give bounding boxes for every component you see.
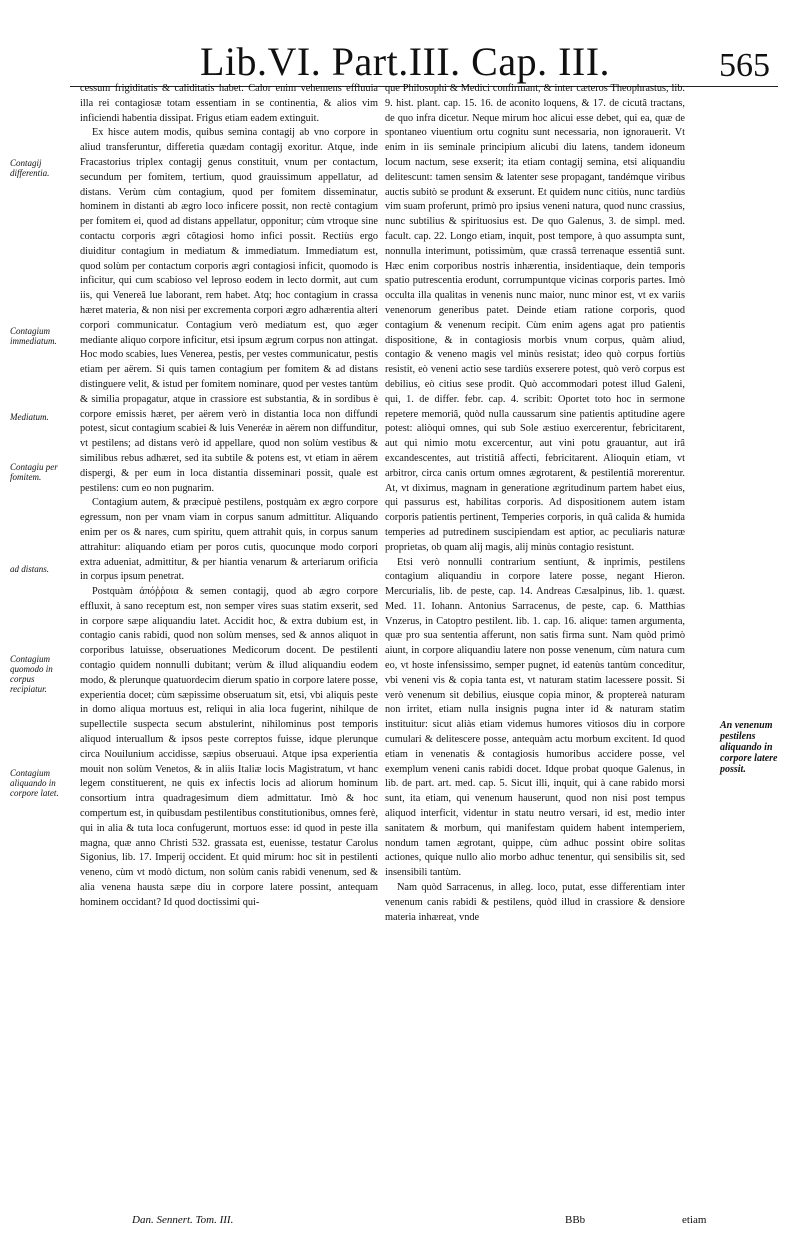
- left-margin-notes: [10, 88, 68, 1188]
- paragraph: Contagium autem, & præcipuè pestilens, postquàm ex ægro corpore egressum, non per vnam viam in corpus sanum admittitur. Aliquando enim per os & nares, cum spiritu, quem attrahit quis, in corpus sanum attrahitur: aliquando etiam per poros cutis, quocunque modo corpori extra adueniat, admittitur, & per hiantia venarum & arteriarum orificia in corpus ipsum penetrat.: [80, 497, 378, 583]
- right-column: [385, 82, 685, 925]
- paragraph: Nam quòd Sarracenus, in alleg. loco, putat, esse differentiam inter venenum canis rabidi & pestilens, quòd illud in crassiore & densiore materia inhæreat, vnde: [385, 882, 685, 923]
- signature-line: Dan. Sennert. Tom. III.: [132, 1214, 234, 1226]
- page-footer: [0, 1214, 800, 1234]
- margin-note: Contagium quomodo in corpus recipiatur.: [10, 654, 53, 694]
- margin-note: Mediatum.: [10, 412, 49, 422]
- paragraph: Postquàm ἀπόῤῥοια & semen contagij, quod ab ægro corpore effluxit, à sano receptum est, non semper vires suas statim exserit, sed in corpore sæpe aliquandiu latet. Accidit hoc, & extra dubium est, in contagio canis rabidi, quod non solùm menses, sed & annos aliquot in corporibus latuisse, obseruationes Medicorum docent. De pestilenti contagio quidem nonnulli dubitant; verùm & illud aliquandiu eodem modo, & plerunque quatuordecim dierum spatio in corpore latere posse, experientia docet; cùm sæpissime obseruatum sit, etsi, vbi aliquis peste in domo aliqua mortuus est, reliqui in alia loca fugerint, nihilque de supellectile suspecta secum abstulerint, nihilominus post temporis aliquod interuallum & ipsos peste correptos fuisse, idque plerunque circa Nouilunium accidisse, sæpius obseruaui. Atque ipsa experientia mouit non solùm Venetos, & in aliis Italiæ locis Magistratum, vt hanc legem constituerent, ne quis ex infectis locis ad aliorum hominum consortium intra quadragesimum diem admittatur. Imò & hoc compertum est, in quibusdam pestilentibus constitutionibus, omnes ferè, qui in alia & tuta loca confugerunt, mortuos esse: id quod in peste illa magna, quæ anno Christi 532. grassata est, euenisse, testatur Carolus Sigonius, lib. 17. Imperij occident. Et quid mirum: hoc sit in pestilenti veneno, cùm vt modò dictum, non solùm canis rabidi venenum, sed & alia venena hausta sæpe diu in corpore latere possint, antequam hominem occidant? Id quod doctissimi qui-: [80, 586, 378, 908]
- margin-note: An venenum pestilens aliquando in corpore latere possit.: [720, 720, 778, 775]
- margin-note: ad distans.: [10, 564, 50, 574]
- paragraph: que Philosophi & Medici confirmant, & inter cæteros Theophrastus, lib. 9. hist. plant. cap. 15. 16. de aconito loquens, & 17. de cicutâ tractans, de quo infra dicetur. Neque mirum hoc alicui esse debet, qui ea, quæ de spontaneo viuentium ortu cognitu sunt necessaria, non ignorauerit. Vt enim in iis seminale principium alicubi diu latens, tandem idoneum locum nactum, sese exserit; ita etiam contagij semina, etsi aliquandiu delitescunt: tamen sensim & latenter sese propagant, tandémque viribus auctis subitò se produnt & exserunt. Et quidem nunc citiùs, nunc tardiùs vim suam proferunt, primò pro ipsius veneni natura, quod nunc crassius, nunc subtilius & spirituosius est. De quo Galenus, 3. de simpl. med. facult. cap. 22. Longo etiam, inquit, post tempore, à quo assumpta sunt, nonnulla interimunt, potissimùm, quæ crassâ terrenaque essentiâ sunt. Hæc enim corporibus nostris inhærentia, insidentiaque, dein temporis spatio putrescentia erodunt, corrumpuntque vicinas corporis partes. Imò occulta illa qualitas in venenis nunc maior, nunc minor est, vt ex variis venenorum generibus patet. Deinde etiam ratione corporis, quod contagium & venenum recipit. Cùm enim agens agat pro patientis dispositione, & in contagiosis morbis vnum corpus, quàm aliud, contagio & veneno magis vel minùs resistat; ideo quò corpus fortiùs resistit, eò veneni actio sese tardiùs exserere potest, quò verò corpus est debilius, eò citius sese prodit. Quò accommodari potest illud Galeni, qui, 1. de differ. febr. cap. 4. scribit: Oportet toto hoc in sermone repetere memoriâ, quòd nulla caussarum sine patientis aptitudine agere potest: aliòqui omnes, qui sub Sole æstiuo exercerentur, febricitarent, aut qui nimio motu excercentur, aut vini potu grauantur, aut irâ excandescentes, aut tristitiâ affecti, febricitarent. Alioquin etiam, vt arbitror, circa canis ortum omnes ægrotarent, & pestilentiâ morerentur. At, vt diximus, magnam in generatione ægritudinum partem habet eius, qui passurus est, habilitas corporis. Ad dispositionem autem istam corporis patientis pertinent, Temperies corporis, in quâ calida & humida temperies ad putredinem suscipiendam est aptior, ac peculiaris naturæ proprietas, ob quam alij magis, alij minùs contagio resistunt.: [385, 83, 685, 553]
- quire-mark: BBb: [565, 1214, 586, 1226]
- margin-note: Contagium immediatum.: [10, 326, 57, 346]
- paragraph: cessum frigiditatis & caliditatis habet. Calor enim vehemens effluuia illa rei contagiosæ totam essentiam in se continentia, & alios vim inficiendi habentia dissipat. Frigus etiam eadem extinguit.: [80, 83, 378, 124]
- margin-note: Contagij differentia.: [10, 158, 50, 178]
- catchword: etiam: [682, 1214, 707, 1226]
- paragraph: Ex hisce autem modis, quibus semina contagij ab vno corpore in aliud transferuntur, differetia quædam contagij exoritur. Atque, inde Fracastorius triplex contagij genus constituit, vnum per contactum, secundum per fomitem, tertium, quod grauissimum appellatur, ad distans. Verùm cùm contagium, quod per fomitem disseminatur, hominem in distanti ab ægro loco inficere possit, non rectè contagium per fomitem ei, quod ad distans appellatur, opponitur; cùm vtroque sine contactu corporis ægri cõtagiosi homo infici possit. Rectiùs ergo diuiditur contagium in mediatum & immediatum. Immediatum est, quod solùm per contactum corporis ægri contagiosi inficit, quomodo is inficitur, qui cum scabioso vel leproso eodem in lecto dormit, aut cum iis, qui Venereâ lue laborant, rem habet. Atq; hoc contagium in crassa hæret materia, & non nisi per excrementa corpori ægro adhærentia alteri corpori communicatur. Contagium verò mediatum est, quo æger mediante aliquo corpore inficitur, etsi ipsum ægrum corpus non attingat. Hoc modo scabies, lues Venerea, pestis, per vestes communicatur, pestis etiam per aërem. Si quis tamen contagium per fomitem & ad distans distinguere velit, & istud per fomitem nominare, quod per vestes tantùm & similia propagatur, atque in crassiore est substantia, & in sordibus è corpore emissis hæret, per aërem verò in distantia loca non diffundi potest, sicut contagium scabiei & luis Veneréæ in aërem non diffunditur, vt pestilens; ad distans verò id appellare, quod non solùm vestibus & similibus rebus adhæret, sed ita subtile & potens est, vt etiam in aërem dispergi, & per eum in loca distantia disseminari possit, quale est pestilens: cum eo non pugnarim.: [80, 127, 378, 494]
- page-number: 565: [719, 47, 770, 84]
- margin-note: Contagiu per fomitem.: [10, 462, 58, 482]
- margin-note: Contagium aliquando in corpore latet.: [10, 768, 59, 798]
- running-title: Lib.VI. Part.III. Cap. III.: [200, 39, 611, 84]
- right-margin-notes: [720, 88, 796, 1188]
- left-column: [80, 82, 378, 911]
- page-header: [0, 40, 800, 88]
- paragraph: Etsi verò nonnulli contrarium sentiunt, & inprimis, pestilens contagium aliquandiu in corpore latere posse, negant Hieron. Mercurialis, lib. de peste, cap. 14. Andreas Cæsalpinus, lib. 1. quæst. Med. 11. Iohann. Antonius Sarracenus, de peste, cap. 6. Matthias Vnzerus, in Catoptro pestilent. lib. 1. cap. 16. alique: tamen argumenta, quæ pro sua sententia afferunt, non satis firma sunt. Nam quòd primò aiunt, in corpore aliquandiu latere non posse venenum, cùm natura cum eo, vt hoste infensissimo, semper pugnet, id eatenùs tantùm conceditur, vbi veneni vis & copia tanta est, vt naturam statim lacessere possit. Si verò venenum sit debilius, eiusque copia minor, & proptereà naturam non irritet, etiam nulla insignis pugna inter id & naturam statim instituitur: sicut aliàs etiam videmus humores vitiosos diu in corpore cumulari & delitescere posse, antequàm actu morbum excitent. Id quod etiam in venenatis & contagiosis humoribus accidere posse, vel exemplum veneni canis rabidi docet. Idque probat quoque Galenus, in lib. de part. art. med. cap. 5. Sicut illi, inquit, qui à cane rabido morsi sunt, ita etiam, qui venenum hauserunt, quod non nisi post tempus aliquod interficit, videntur in statu neutro versari, id est, medio inter sanitatem & morbum, qui manifestam quidem habent intemperiem, nondum tamen ægrotant, quippe, cùm adhuc possint obire solitas actiones, quique nullo alio morbo adhuc tenentur, qui sensibilis sit, sed insensibili tantùm.: [385, 556, 685, 879]
